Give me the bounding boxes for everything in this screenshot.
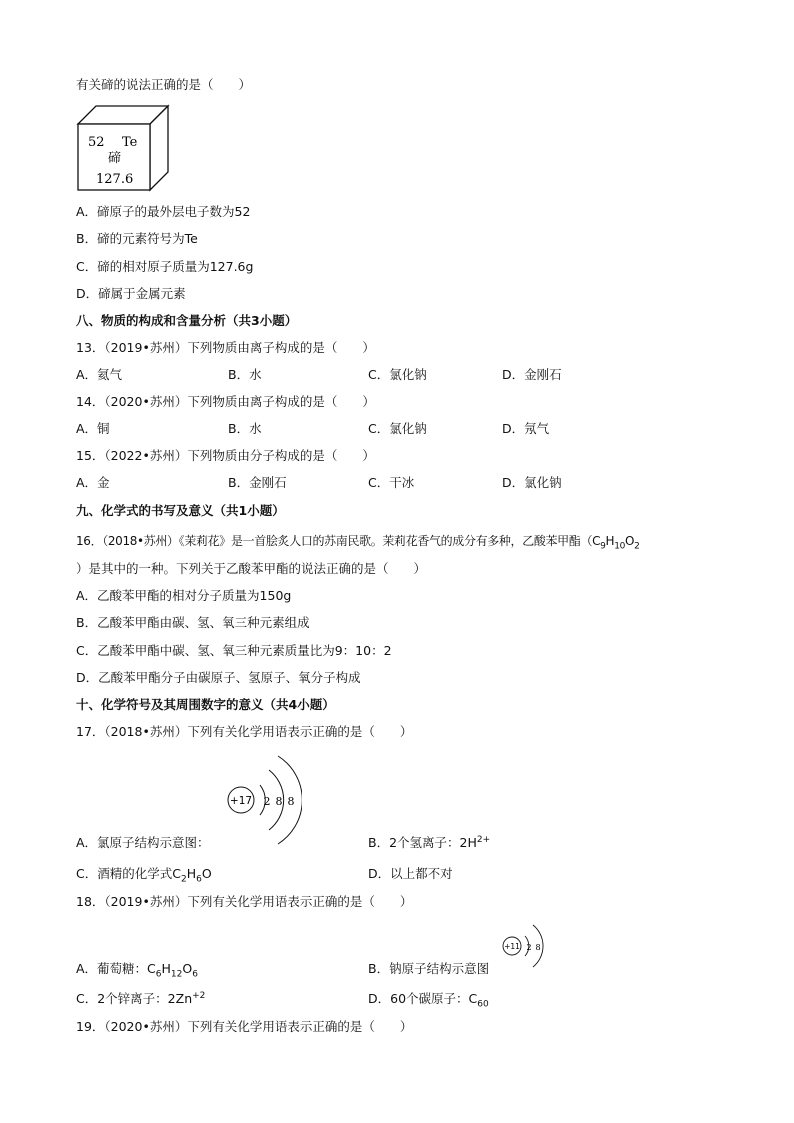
q17-option-d: D．以上都不对 xyxy=(368,866,453,881)
q13-stem: 13．（2019•苏州）下列物质由离子构成的是（ ） xyxy=(76,340,375,355)
q17-option-a: A．氯原子结构示意图： xyxy=(76,835,210,850)
q15-stem: 15．（2022•苏州）下列物质由分子构成的是（ ） xyxy=(76,448,375,463)
q18-option-b: B．钠原子结构示意图 xyxy=(368,961,490,976)
q17-stem: 17．（2018•苏州）下列有关化学用语表示正确的是（ ） xyxy=(76,724,413,739)
q15-option-b: B．金刚石 xyxy=(228,475,287,490)
q15-option-d: D．氯化钠 xyxy=(502,475,562,490)
element-name: 碲 xyxy=(108,151,122,166)
q14-stem: 14．（2020•苏州）下列物质由离子构成的是（ ） xyxy=(76,394,375,409)
q13-option-d: D．金刚石 xyxy=(502,367,562,382)
section-10-heading: 十、化学符号及其周围数字的意义（共4小题） xyxy=(76,697,335,712)
q12-option-d: D．碲属于金属元素 xyxy=(76,286,186,301)
svg-text:8: 8 xyxy=(275,795,283,808)
q16-option-b: B．乙酸苯甲酯由碳、氢、氧三种元素组成 xyxy=(76,615,310,630)
q12-option-b: B．碲的元素符号为Te xyxy=(76,231,198,246)
tellurium-element-card xyxy=(76,104,171,192)
q18-option-c: C．2个锌离子：$2Zn^{+2}$ xyxy=(76,990,206,1006)
sodium-atom-structure-diagram xyxy=(500,920,550,974)
q18-stem: 18．（2019•苏州）下列有关化学用语表示正确的是（ ） xyxy=(76,894,413,909)
q13-option-b: B．水 xyxy=(228,367,262,382)
svg-text:2: 2 xyxy=(526,943,532,952)
q19-stem: 19．（2020•苏州）下列有关化学用语表示正确的是（ ） xyxy=(76,1019,413,1034)
q14-option-b: B．水 xyxy=(228,421,262,436)
q12-option-c: C．碲的相对原子质量为127.6g xyxy=(76,259,254,274)
element-symbol: Te xyxy=(122,135,138,150)
q14-option-d: D．氖气 xyxy=(502,421,550,436)
atomic-mass: 127.6 xyxy=(96,172,134,187)
q17-option-b: B．2个氢离子：$2H^{2+}$ xyxy=(368,834,491,850)
q17-option-c: C．酒精的化学式$C_2H_6O$ xyxy=(76,866,212,885)
svg-text:2: 2 xyxy=(263,795,271,808)
svg-text:8: 8 xyxy=(287,795,295,808)
q13-option-a: A．氦气 xyxy=(76,367,123,382)
svg-text:+17: +17 xyxy=(229,795,253,807)
q16-option-d: D．乙酸苯甲酯分子由碳原子、氢原子、氧分子构成 xyxy=(76,670,361,685)
q16-option-a: A．乙酸苯甲酯的相对分子质量为150g xyxy=(76,588,292,603)
q13-option-c: C．氯化钠 xyxy=(368,367,427,382)
q14-option-a: A．铜 xyxy=(76,421,110,436)
chlorine-atom-structure-diagram xyxy=(222,748,302,852)
svg-text:8: 8 xyxy=(535,943,541,952)
section-8-heading: 八、物质的构成和含量分析（共3小题） xyxy=(76,313,298,328)
q12-stem: 有关碲的说法正确的是（ ） xyxy=(76,77,252,92)
section-9-heading: 九、化学式的书写及意义（共1小题） xyxy=(76,503,285,518)
q16-option-c: C．乙酸苯甲酯中碳、氢、氧三种元素质量比为9：10：2 xyxy=(76,643,392,658)
q15-option-a: A．金 xyxy=(76,475,110,490)
q12-option-a: A．碲原子的最外层电子数为52 xyxy=(76,204,251,219)
q18-option-a: A．葡萄糖：$C_6H_{12}O_6$ xyxy=(76,961,198,980)
q16-stem-text: 16．（2018•苏州）《茉莉花》是一首脍炙人口的苏南民歌。茉莉花香气的成分有多种，乙酸苯甲酯（ xyxy=(76,534,593,548)
q16-stem-line1 xyxy=(76,532,639,550)
q14-option-c: C．氯化钠 xyxy=(368,421,427,436)
q18-option-d: D．60个碳原子：$C_{60}$ xyxy=(368,991,489,1010)
svg-text:+11: +11 xyxy=(504,942,520,951)
q16-stem-line2: ）是其中的一种。下列关于乙酸苯甲酯的说法正确的是（ ） xyxy=(76,561,427,576)
q15-option-c: C．干冰 xyxy=(368,475,415,490)
q16-formula: $C_9H_{10}O_2$ xyxy=(592,534,640,552)
atomic-number: 52 xyxy=(88,135,105,150)
